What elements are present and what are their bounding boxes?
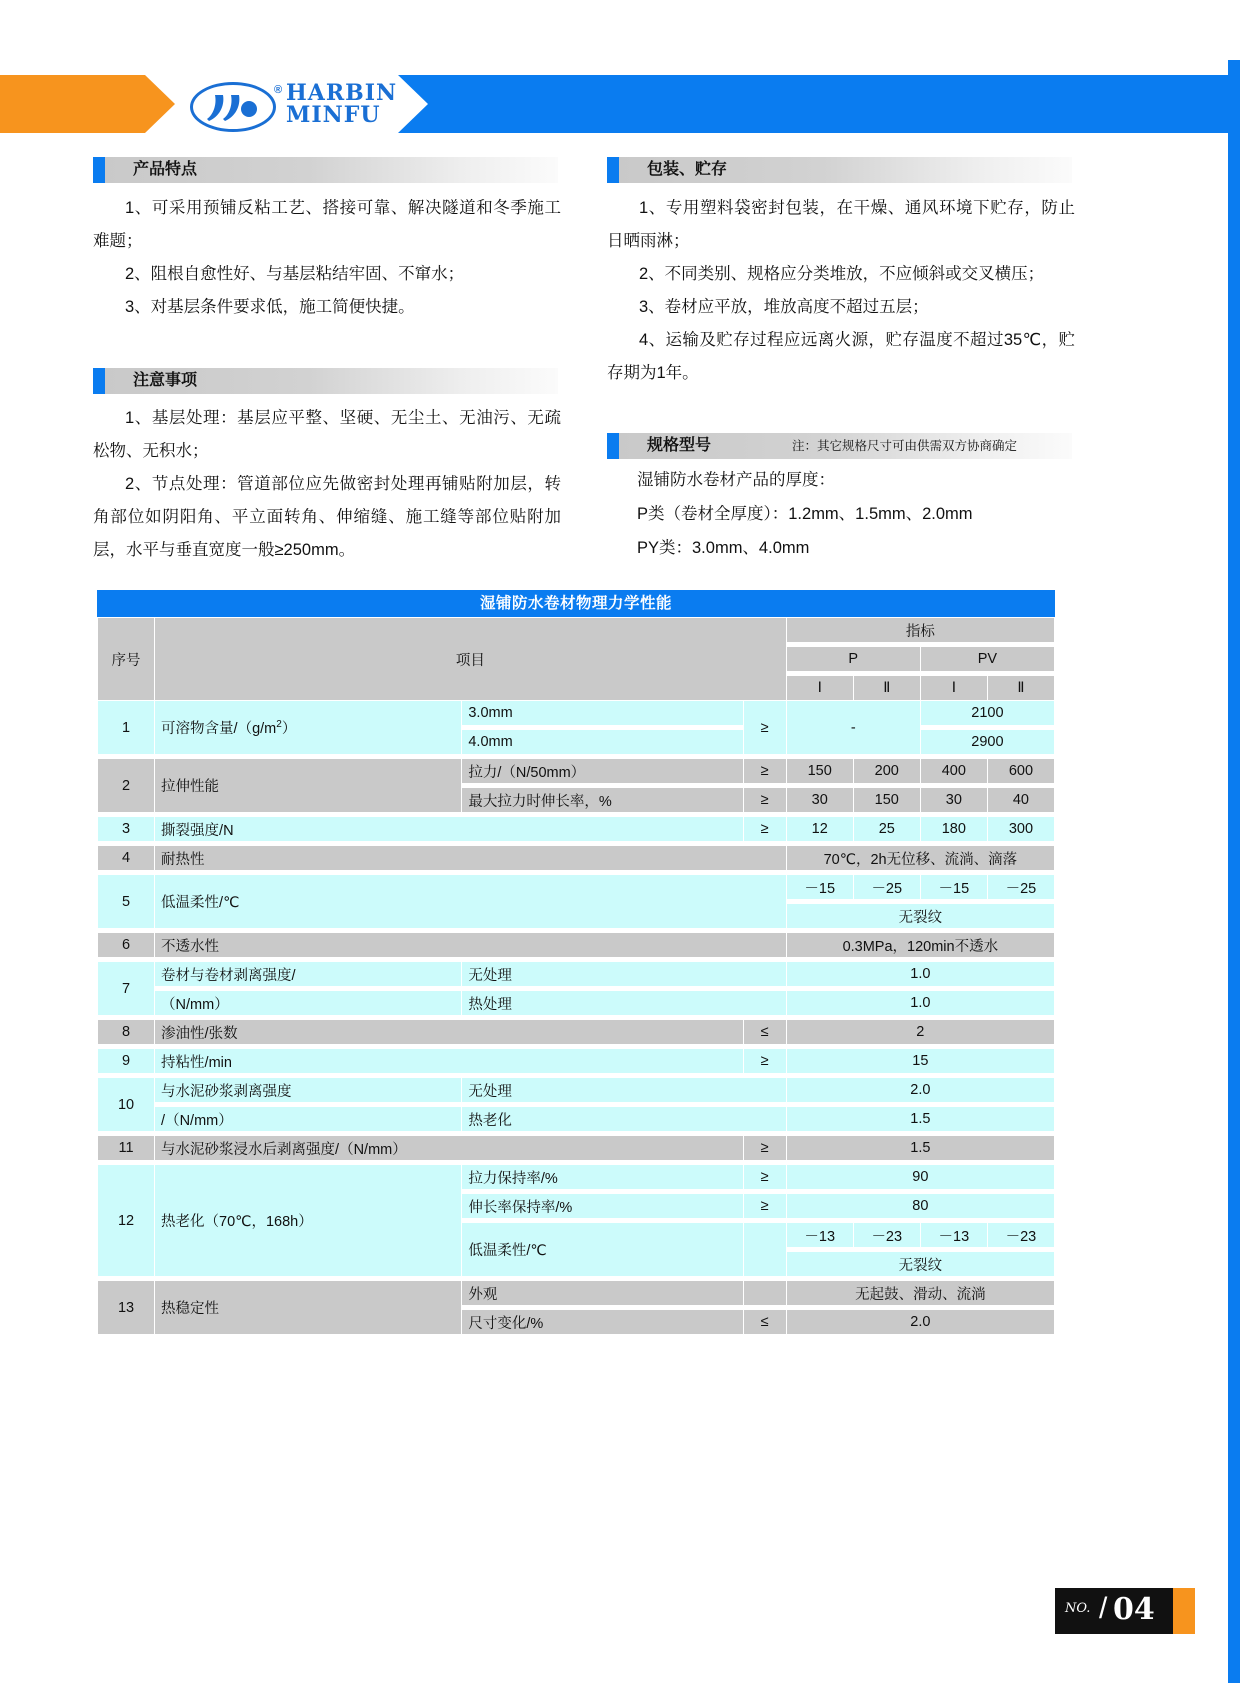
row2-no: 2 [98,759,154,812]
table-title: 湿铺防水卷材物理力学性能 [97,590,1055,617]
row9-merged-value: 15 [787,1049,1054,1073]
features-paragraph-1: 1、可采用预铺反粘工艺、搭接可靠、解决隧道和冬季施工难题； [93,199,561,250]
th-indicator: 指标 [787,618,1054,642]
section-note-spec: 注：其它规格尺寸可由供需双方协商确定 [792,439,1018,453]
row4-merged-value: 70℃，2h无位移、流淌、滴落 [787,846,1054,870]
packaging-paragraph-2: 2、不同类别、规格应分类堆放，不应倾斜或交叉横压； [639,265,1045,283]
row2-v2-pv2: 40 [988,788,1054,812]
row10-name-2: /（N/mm） [155,1107,461,1131]
logo-line-1: HARBIN [286,80,398,106]
spec-paragraph-2: P类（卷材全厚度）：1.2mm、1.5mm、2.0mm [637,505,973,523]
table-row [98,1136,1054,1160]
performance-table [97,590,1055,1335]
table-row [98,962,1054,986]
table-row-spacer [98,1103,1054,1106]
row10-value-2: 1.5 [787,1107,1054,1131]
row3-p2: 25 [854,817,920,841]
row2-sub-2: 最大拉力时伸长率，% [462,788,742,812]
spec-paragraph-3: PY类：3.0mm、4.0mm [637,539,810,557]
row12-merged-value: 无裂纹 [787,1252,1054,1276]
row12-p2: －23 [854,1223,920,1247]
spacer [98,755,1054,758]
row5-pv1: －15 [921,875,987,899]
section-tick-icon [607,433,619,459]
page-right-rail-gap [1228,0,1240,60]
spacer [787,1248,1054,1251]
row-gap [98,1132,1054,1135]
row5-name: 低温柔性/℃ [155,875,786,928]
row9-op: ≥ [744,1049,786,1073]
row2-v2-p1: 30 [787,788,853,812]
section-title-spec: 规格型号 [647,437,712,454]
table-row [98,759,1054,783]
table-row [98,1049,1054,1073]
row1-name-sup: 2 [276,719,282,731]
spacer [98,1161,1054,1164]
row12-pv1: －13 [921,1223,987,1247]
table-row [98,991,1054,1015]
row3-op: ≥ [744,817,786,841]
row6-merged-value: 0.3MPa，120min不透水 [787,933,1054,957]
row6-name: 不透水性 [155,933,786,957]
page-badge-slash: / [1099,1592,1108,1625]
table-row [98,1107,1054,1131]
row1-no: 1 [98,701,154,754]
spacer [462,1190,1054,1193]
row7-no: 7 [98,962,154,1015]
row13-name: 热稳定性 [155,1281,461,1334]
th-pv1: Ⅰ [921,676,987,700]
row-gap [98,1045,1054,1048]
th-p2: Ⅱ [854,676,920,700]
row3-pv2: 300 [988,817,1054,841]
row4-name: 耐热性 [155,846,786,870]
row13-no: 13 [98,1281,154,1334]
row10-sub-2: 热老化 [462,1107,785,1131]
row3-no: 3 [98,817,154,841]
logo-mark-icon [199,89,265,125]
row12-sub-1-op: ≥ [744,1165,786,1189]
table-body [97,617,1055,1335]
page-badge-number: 04 [1113,1592,1155,1627]
row-gap [98,1161,1054,1164]
section-header-packaging [607,157,1072,183]
spacer [462,726,742,729]
row7-sub-2: 热处理 [462,991,785,1015]
row-gap [98,929,1054,932]
packaging-paragraph-3: 3、卷材应平放，堆放高度不超过五层； [639,298,929,316]
packaging-paragraph-1: 1、专用塑料袋密封包装，在干燥、通风环境下贮存，防止日晒雨淋； [607,199,1075,250]
row8-merged-value: 2 [787,1020,1054,1044]
spacer [155,1103,1054,1106]
row2-v2-pv1: 30 [921,788,987,812]
row10-value-1: 2.0 [787,1078,1054,1102]
row5-no: 5 [98,875,154,928]
row5-p2: －25 [854,875,920,899]
section-title-notes: 注意事项 [133,372,198,389]
spacer [98,1045,1054,1048]
row1-name: 可溶物含量$/(g/m^2)$ [155,701,461,754]
table-header-row-1 [98,618,1054,642]
spacer [98,1016,1054,1019]
row9-no: 9 [98,1049,154,1073]
table-row [98,817,1054,841]
row10-name-1: 与水泥砂浆剥离强度 [155,1078,461,1102]
banner-blue-arrow [398,75,1240,133]
row12-sub-3: 低温柔性/℃ [462,1223,742,1276]
table-row [98,1165,1054,1189]
row-gap [98,958,1054,961]
section-title-features: 产品特点 [133,161,198,178]
row13-sub-2: 尺寸变化/% [462,1310,742,1334]
row8-no: 8 [98,1020,154,1044]
row5-p1: －15 [787,875,853,899]
row-gap [98,1016,1054,1019]
row-gap [98,871,1054,874]
row12-sub-2: 伸长率保持率/% [462,1194,742,1218]
row2-v1-pv1: 400 [921,759,987,783]
spacer [98,1277,1054,1280]
row2-sub-2-op: ≥ [744,788,786,812]
row-gap [98,755,1054,758]
row2-v2-p2: 150 [854,788,920,812]
row6-no: 6 [98,933,154,957]
row8-op: ≤ [744,1020,786,1044]
banner-orange-arrow [0,75,175,133]
row3-p1: 12 [787,817,853,841]
spacer [98,1074,1054,1077]
table-row-spacer [98,987,1054,990]
row1-sub-2: 4.0mm [462,730,742,754]
row2-sub-1-op: ≥ [744,759,786,783]
spacer [98,1132,1054,1135]
section-tick-icon [607,157,619,183]
features-paragraph-2: 2、阻根自愈性好、与基层粘结牢固、不窜水； [125,265,465,283]
registered-mark: ® [274,84,283,96]
row12-pv2: －23 [988,1223,1054,1247]
notes-paragraph-2: 2、节点处理：管道部位应先做密封处理再铺贴附加层，转角部位如阴阳角、平立面转角、伸缩缝、施工缝等部位贴附加层，水平与垂直宽度一般≥250mm。 [93,475,561,559]
notes-paragraph-1: 1、基层处理：基层应平整、坚硬、无尘土、无油污、无疏松物、无积水； [93,409,561,460]
row1-pv-value-2: 2900 [921,730,1054,754]
company-logo [190,78,398,130]
spec-paragraph-1: 湿铺防水卷材产品的厚度： [637,471,835,489]
row12-p1: －13 [787,1223,853,1247]
row12-no: 12 [98,1165,154,1276]
page-left-rail [0,0,10,1683]
row7-value-1: 1.0 [787,962,1054,986]
row10-sub-1: 无处理 [462,1078,785,1102]
table-row [98,701,1054,725]
row11-name: 与水泥砂浆浸水后剥离强度/（N/mm） [155,1136,743,1160]
row2-v1-p1: 150 [787,759,853,783]
page-right-rail [1228,0,1240,1683]
section-tick-icon [93,368,105,394]
th-seq: 序号 [98,618,154,700]
section-header-features [93,157,558,183]
row3-name: 撕裂强度/N [155,817,743,841]
spacer [921,726,1054,729]
row12-sub-3-op [744,1223,786,1276]
row2-v1-p2: 200 [854,759,920,783]
th-group-pv: PV [921,647,1054,671]
table-row [98,1078,1054,1102]
logo-line-2: MINFU [286,102,381,128]
th-item: 项目 [155,618,786,700]
row12-value-2: 80 [787,1194,1054,1218]
features-paragraph-3: 3、对基层条件要求低，施工简便快捷。 [125,298,415,316]
spacer [787,643,1054,646]
row8-name: 渗油性/张数 [155,1020,743,1044]
table-row [98,933,1054,957]
section-header-spec [607,433,1072,459]
table-row [98,875,1054,899]
row12-sub-2-op: ≥ [744,1194,786,1218]
row12-name: 热老化（70℃，168h） [155,1165,461,1276]
section-tick-icon [93,157,105,183]
row-gap [98,842,1054,845]
row7-name-2: （N/mm） [155,991,461,1015]
spacer [462,1219,1054,1222]
table-row [98,846,1054,870]
th-pv2: Ⅱ [988,676,1054,700]
row9-name: 持粘性/min [155,1049,743,1073]
row11-op: ≥ [744,1136,786,1160]
row7-value-2: 1.0 [787,991,1054,1015]
page-badge-orange [1173,1588,1195,1634]
spacer [98,813,1054,816]
row7-name-1: 卷材与卷材剥离强度/ [155,962,461,986]
section-header-notes [93,368,558,394]
spacer [98,929,1054,932]
spacer [787,900,1054,903]
row5-pv2: －25 [988,875,1054,899]
row1-p-merged: - [787,701,920,754]
row-gap [98,813,1054,816]
spacer [155,987,1054,990]
row1-op: ≥ [744,701,786,754]
packaging-paragraph-4: 4、运输及贮存过程应远离火源，贮存温度不超过35℃，贮存期为1年。 [607,331,1075,382]
spacer [462,784,1054,787]
row7-sub-1: 无处理 [462,962,785,986]
th-p1: Ⅰ [787,676,853,700]
row3-pv1: 180 [921,817,987,841]
row4-no: 4 [98,846,154,870]
header-banner [0,75,1240,133]
row12-sub-1: 拉力保持率/% [462,1165,742,1189]
spacer [462,1306,1054,1309]
page-number-badge [1055,1588,1195,1634]
row12-value-1: 90 [787,1165,1054,1189]
row2-sub-1: 拉力/（N/50mm） [462,759,742,783]
spacer [98,842,1054,845]
row2-v1-pv2: 600 [988,759,1054,783]
th-group-p: P [787,647,920,671]
table-row [98,1020,1054,1044]
row13-sub-2-op: ≤ [744,1310,786,1334]
row13-value-1: 无起鼓、滑动、流淌 [787,1281,1054,1305]
section-title-packaging: 包装、贮存 [647,161,728,178]
spacer [787,672,1054,675]
row1-pv-value-1: 2100 [921,701,1054,725]
row5-merged-value: 无裂纹 [787,904,1054,928]
row13-sub-1: 外观 [462,1281,742,1305]
row2-name: 拉伸性能 [155,759,461,812]
row11-merged-value: 1.5 [787,1136,1054,1160]
row10-no: 10 [98,1078,154,1131]
logo-wordmark [286,82,397,126]
row13-value-2: 2.0 [787,1310,1054,1334]
row1-sub-1: 3.0mm [462,701,742,725]
row13-sub-1-op [744,1281,786,1305]
row-gap [98,1277,1054,1280]
logo-oval-icon [190,82,276,132]
table-row [98,1281,1054,1305]
spacer [98,958,1054,961]
row11-no: 11 [98,1136,154,1160]
spacer [98,871,1054,874]
page-badge-label: NO. [1065,1601,1091,1616]
row-gap [98,1074,1054,1077]
